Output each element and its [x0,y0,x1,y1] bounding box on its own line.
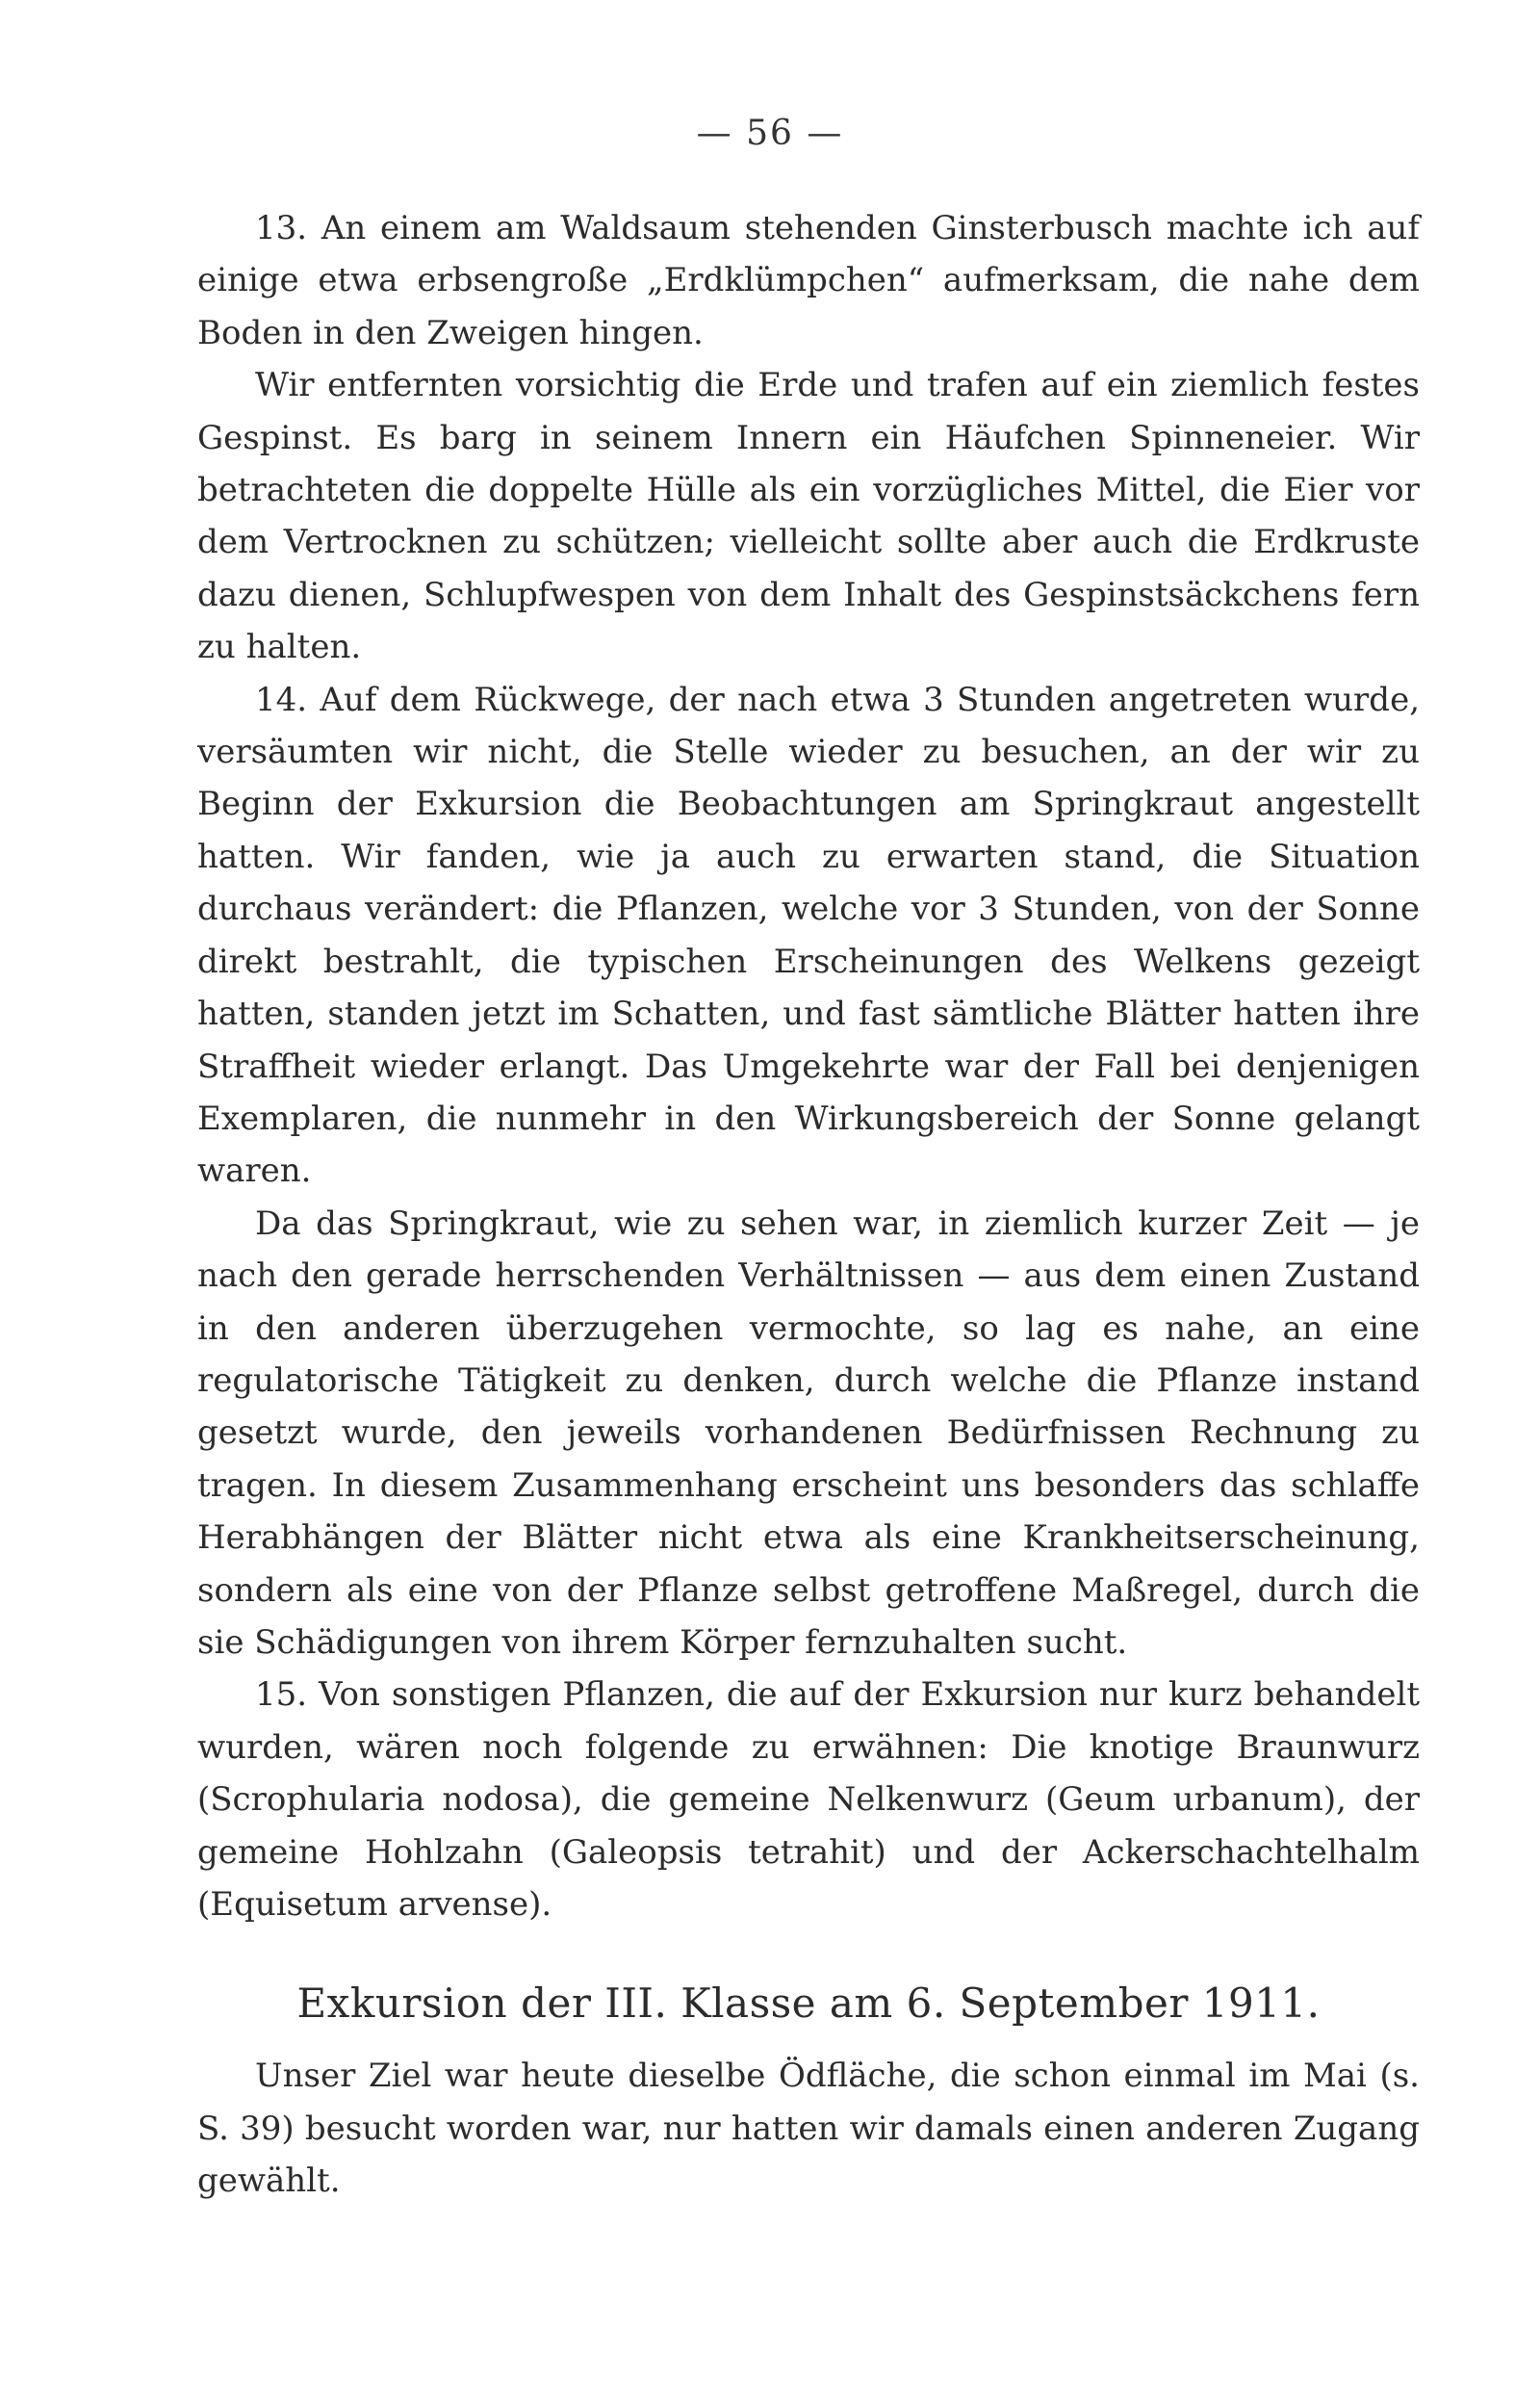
section-heading: Exkursion der III. Klasse am 6. September 1911. [296,1980,1321,2028]
paragraph-13-intro: 13. An einem am Waldsaum stehenden Ginsterbusch machte ich auf einige etwa erbsengroße „Erdklümpchen“ aufmerksam, die nahe dem Boden in den Zweigen hingen. [197,209,1420,352]
paragraph-15-pflanzen: 15. Von sonstigen Pflanzen, die auf der Exkursion nur kurz behandelt wurden, wären noch folgende zu erwähnen: Die knotige Braunwurz (Scrophularia nodosa), die gemeine Nelkenwurz (Geum urbanum), der gemeine Hohlzahn (Galeopsis tetrahit) und der Ackerschachtelhalm (Equisetum arvense). [197,1675,1420,1924]
paragraph-exkursion-ziel: Unser Ziel war heute dieselbe Ödfläche, die schon einmal im Mai (s. S. 39) besucht worden war, nur hatten wir damals einen anderen Zugang gewählt. [197,2057,1420,2201]
page-number: — 56 — [696,114,844,153]
paragraph-14-rueckweg: 14. Auf dem Rückwege, der nach etwa 3 Stunden angetreten wurde, versäumten wir nicht, die Stelle wieder zu besuchen, an der wir zu Beginn der Exkursion die Beobachtungen am Springkraut angestellt hatten. Wir fanden, wie ja auch zu erwarten stand, die Situation durchaus verändert: die Pflanzen, welche vor 3 Stunden, von der Sonne direkt bestrahlt, die typischen Erscheinungen des Welkens gezeigt hatten, standen jetzt im Schatten, und fast sämtliche Blätter hatten ihre Straffheit wieder erlangt. Das Umgekehrte war der Fall bei denjenigen Exemplaren, die nunmehr in den Wirkungsbereich der Sonne gelangt waren. [197,680,1420,1191]
page-body [197,202,1420,2208]
paragraph-14-springkraut: Da das Springkraut, wie zu sehen war, in ziemlich kurzer Zeit — je nach den gerade herrschenden Verhältnissen — aus dem einen Zustand in den anderen überzugehen vermochte, so lag es nahe, an eine regulatorische Tätigkeit zu denken, durch welche die Pflanze instand gesetzt wurde, den jeweils vorhandenen Bedürfnissen Rechnung zu tragen. In diesem Zusammenhang erscheint uns besonders das schlaffe Herabhängen der Blätter nicht etwa als eine Krankheitserscheinung, sondern als eine von der Pflanze selbst getroffene Maßregel, durch die sie Schädigungen von ihrem Körper fernzuhalten sucht. [197,1204,1420,1662]
paragraph-13-spinneneier: Wir entfernten vorsichtig die Erde und trafen auf ein ziemlich festes Gespinst. Es barg in seinem Innern ein Häufchen Spinneneier. Wir betrachteten die doppelte Hülle als ein vorzügliches Mittel, die Eier vor dem Vertrocknen zu schützen; vielleicht sollte aber auch die Erdkruste dazu dienen, Schlupfwespen von dem Inhalt des Gespinstsäckchens fern zu halten. [197,366,1420,667]
